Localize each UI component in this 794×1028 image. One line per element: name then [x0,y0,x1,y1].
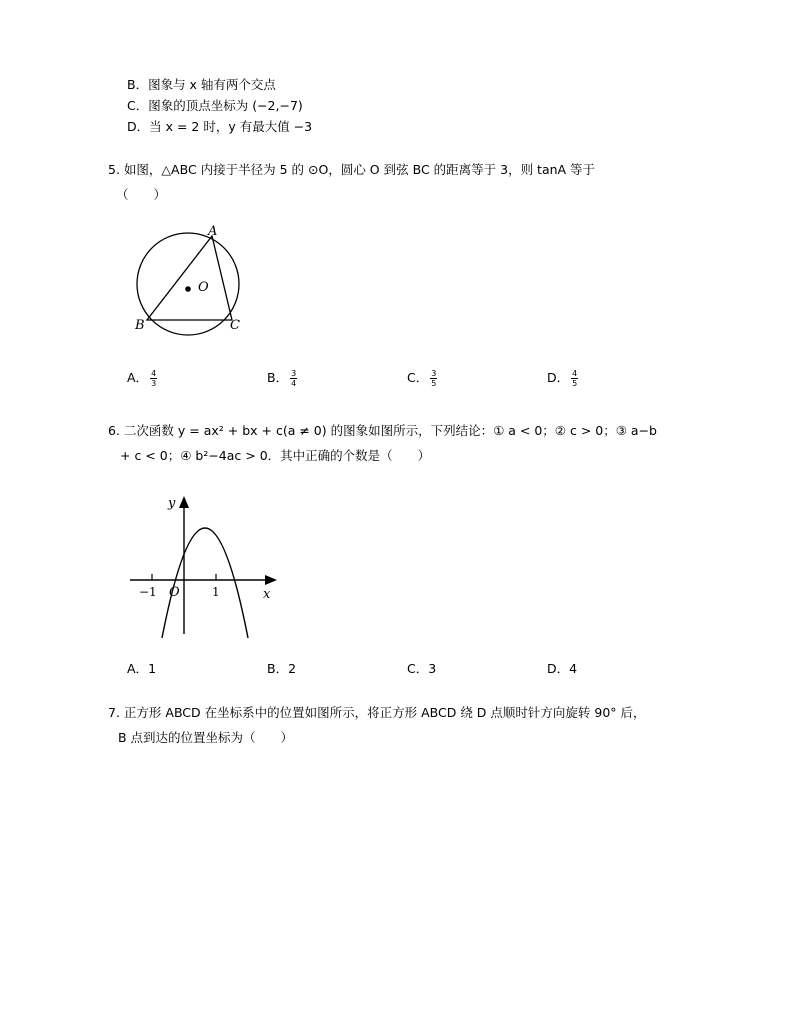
q7-stem-line1 [108,705,646,721]
q5-option-b-num: 3 [291,369,297,378]
q6-x-axis-arrow [265,575,277,585]
q5-option-c [407,369,437,388]
q6-option-d-text: 4 [569,661,578,676]
q7-stem-text: 正方形 ABCD 在坐标系中的位置如图所示，将正方形 ABCD 绕 D 点顺时针方向旋转 90° 后， [123,705,646,720]
q5-stem-text: 如图，△ABC 内接于半径为 5 的 ⊙O，圆心 O 到弦 BC 的距离等于 3，则 tanA 等于 [123,162,596,177]
q5-stem-line2: （ ） [116,187,167,202]
q6-option-b-text: 2 [288,661,297,676]
q6-label-y: y [168,496,176,511]
q4-option-d-text: 当 x = 2 时，y 有最大值 −3 [149,119,313,134]
q5-option-d [547,369,578,388]
q6-label-neg1: −1 [139,585,157,599]
q5-center-point [185,286,191,292]
q5-label-o: O [198,280,209,295]
q6-option-d-letter: D． [547,661,570,676]
q6-y-axis-arrow [179,496,189,508]
q5-option-c-num: 3 [431,369,437,378]
q6-parabola [162,528,248,638]
q5-option-d-num: 4 [572,369,578,378]
q6-label-o: O [169,585,180,600]
q5-option-c-den: 5 [431,379,437,388]
q5-stem-line1 [108,162,595,178]
q5-option-a-den: 3 [151,379,157,388]
q5-label-b: B [135,318,145,333]
q6-option-a-text: 1 [148,661,157,676]
q6-parabola-figure [125,490,285,640]
q6-option-c-letter: C． [407,661,429,676]
q5-option-b-fraction [290,369,297,388]
q4-option-c-text: 图象的顶点坐标为 (−2,−7) [148,98,303,113]
q4-option-b-letter: B． [127,77,149,92]
q4-option-d-letter: D． [127,119,150,134]
q6-stem-text: 二次函数 y = ax² + bx + c(a ≠ 0) 的图象如图所示，下列结论：① a < 0；② c > 0；③ a−b [123,423,657,438]
q5-option-a-num: 4 [151,369,157,378]
q5-option-d-fraction [571,369,578,388]
q7-stem-line2: B 点到达的位置坐标为（ ） [118,730,294,745]
q4-option-d [127,119,312,135]
q6-option-c [407,661,436,677]
q4-option-b-text: 图象与 x 轴有两个交点 [148,77,276,92]
q6-label-one: 1 [212,585,220,599]
q6-option-c-text: 3 [428,661,437,676]
q6-number: 6. [108,423,120,438]
q4-option-c [127,98,303,114]
q6-option-a [127,661,156,677]
q5-option-d-letter: D． [547,370,570,385]
q6-option-b-letter: B． [267,661,289,676]
q7-number: 7. [108,705,120,720]
q5-option-d-den: 5 [572,379,578,388]
q5-option-c-fraction [430,369,437,388]
q6-stem-line2: + c < 0；④ b²−4ac > 0．其中正确的个数是（ ） [120,448,431,463]
q5-option-b [267,369,297,388]
q6-option-b [267,661,296,677]
q5-circle-figure [128,222,256,337]
q5-option-a [127,369,157,388]
q5-triangle [147,236,232,320]
q6-label-x: x [263,587,271,602]
q4-option-c-letter: C． [127,98,149,113]
q5-option-a-fraction [150,369,157,388]
q6-option-d [547,661,577,677]
q5-option-b-den: 4 [291,379,297,388]
q6-stem-line1 [108,423,657,439]
q5-option-b-letter: B． [267,370,289,385]
q4-option-b [127,77,276,93]
q5-label-a: A [208,224,218,239]
q5-number: 5. [108,162,120,177]
q6-option-a-letter: A． [127,661,149,676]
q5-option-c-letter: C． [407,370,429,385]
q5-label-c: C [230,318,240,333]
q5-option-a-letter: A． [127,370,149,385]
